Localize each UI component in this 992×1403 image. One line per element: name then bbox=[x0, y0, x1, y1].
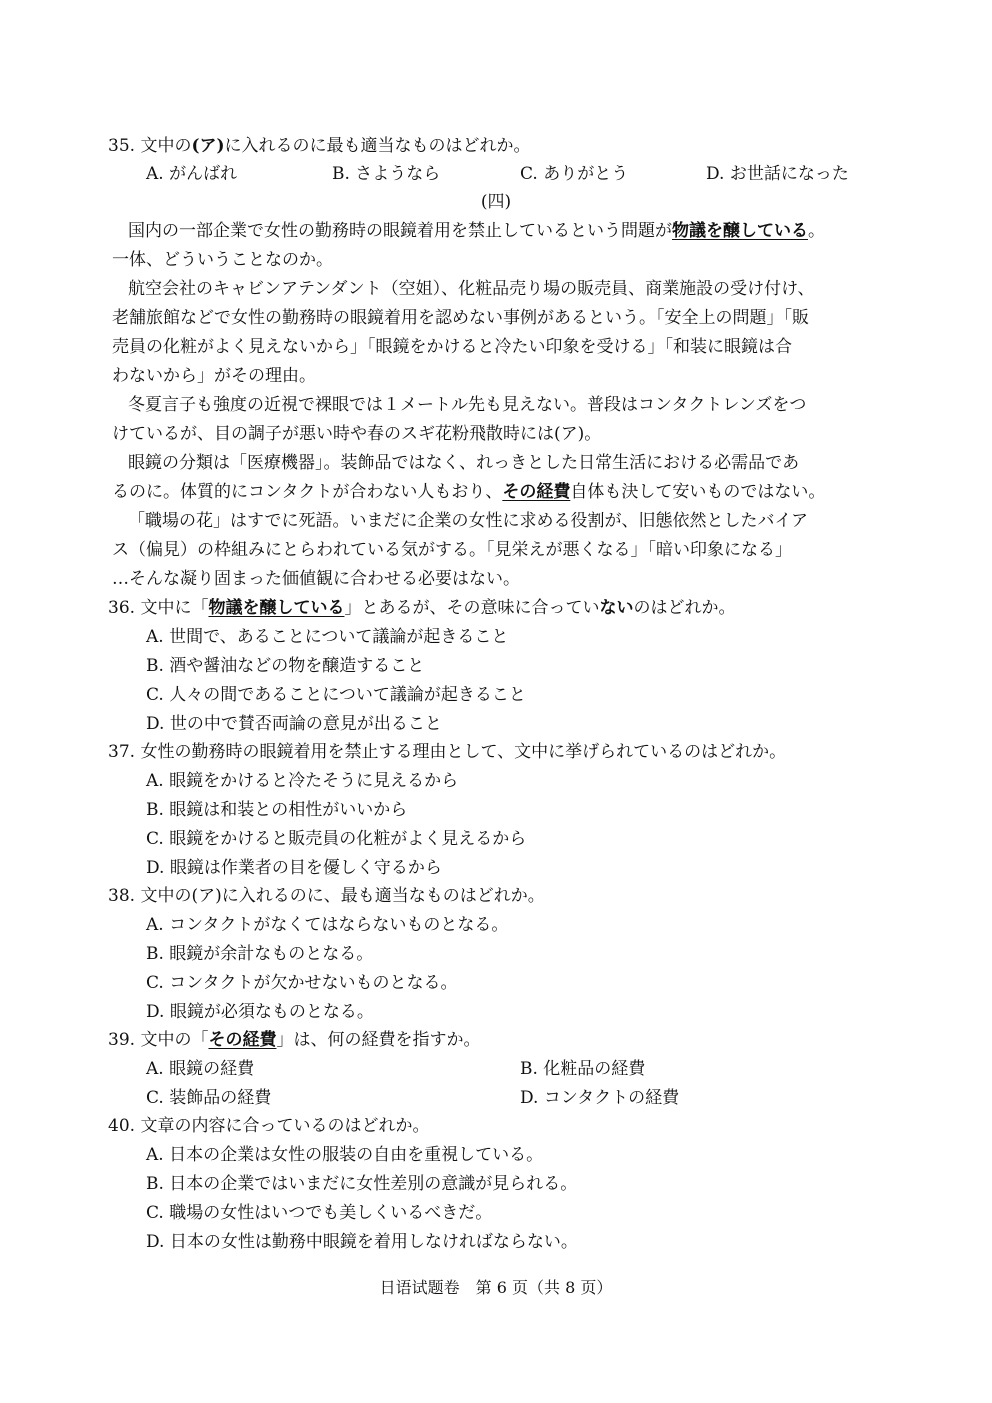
option-c[interactable]: C. コンタクトが欠かせないものとなる。 bbox=[146, 973, 458, 993]
question-text: 文章の内容に合っているのはどれか。 bbox=[140, 1116, 430, 1136]
option-a[interactable]: A. がんばれ bbox=[146, 164, 238, 184]
option-d[interactable]: D. 眼鏡が必須なものとなる。 bbox=[146, 1002, 374, 1022]
option-a[interactable]: A. 眼鏡の経費 bbox=[146, 1059, 255, 1079]
option-c[interactable]: C. 人々の間であることについて議論が起きること bbox=[146, 685, 526, 705]
question-text: 女性の勤務時の眼鏡着用を禁止する理由として、文中に挙げられているのはどれか。 bbox=[140, 742, 787, 762]
question-text: に入れるのに最も適当なものはどれか。 bbox=[224, 136, 531, 156]
option-b[interactable]: B. 酒や醤油などの物を醸造すること bbox=[146, 656, 425, 676]
passage-line: 売員の化粧がよく見えないから」「眼鏡をかけると冷たい印象を受ける」「和装に眼鏡は合 bbox=[112, 337, 792, 357]
underlined-phrase: その経費 bbox=[502, 482, 571, 502]
page-footer: 日语试题卷 第 6 页（共 8 页） bbox=[379, 1278, 613, 1297]
passage-line: けているが、目の調子が悪い時や春のスギ花粉飛散時には(ア)。 bbox=[112, 424, 602, 444]
question-number: 40. bbox=[108, 1116, 136, 1136]
passage-line: ス（偏見）の枠組みにとらわれている気がする。「見栄えが悪くなる」「暗い印象になる」 bbox=[112, 540, 792, 560]
option-b[interactable]: B. 化粧品の経費 bbox=[520, 1059, 646, 1079]
passage-line: 「職場の花」はすでに死語。いまだに企業の女性に求める役割が、旧態依然としたバイア bbox=[128, 511, 808, 531]
question-36: 36. 文中に「物議を醸している」とあるが、その意味に合っていないのはどれか。 bbox=[108, 598, 736, 618]
section-heading: (四) bbox=[480, 192, 512, 212]
underlined-phrase: その経費 bbox=[208, 1030, 277, 1050]
option-c[interactable]: C. 眼鏡をかけると販売員の化粧がよく見えるから bbox=[146, 829, 527, 849]
emphasis: ない bbox=[599, 598, 634, 618]
passage-line: …そんな凝り固まった価値観に合わせる必要はない。 bbox=[112, 569, 520, 589]
passage-line: 航空会社のキャビンアテンダント（空姐）、化粧品売り場の販売員、商業施設の受け付け、 bbox=[128, 279, 815, 299]
option-d[interactable]: D. コンタクトの経費 bbox=[520, 1088, 680, 1108]
passage-line: 国内の一部企業で女性の勤務時の眼鏡着用を禁止しているという問題が物議を醸している。 bbox=[128, 221, 825, 241]
question-text: 文中の bbox=[140, 136, 192, 156]
option-d[interactable]: D. お世話になった bbox=[706, 164, 849, 184]
option-c[interactable]: C. ありがとう bbox=[520, 164, 629, 184]
passage-line: 眼鏡の分類は「医療機器」。装飾品ではなく、れっきとした日常生活における必需品であ bbox=[128, 453, 800, 473]
option-b[interactable]: B. 日本の企業ではいまだに女性差別の意識が見られる。 bbox=[146, 1174, 578, 1194]
blank-mark: (ア) bbox=[191, 136, 225, 156]
option-b[interactable]: B. 眼鏡は和装との相性がいいから bbox=[146, 800, 408, 820]
question-number: 36. bbox=[108, 598, 136, 618]
question-number: 35. bbox=[108, 136, 136, 156]
passage-line: 老舗旅館などで女性の勤務時の眼鏡着用を認めない事例があるという。「安全上の問題」「販 bbox=[112, 308, 809, 328]
question-text: 文中の(ア)に入れるのに、最も適当なものはどれか。 bbox=[140, 886, 545, 906]
option-a[interactable]: A. 世間で、あることについて議論が起きること bbox=[146, 627, 509, 647]
question-40 bbox=[108, 1115, 429, 1137]
passage-line: るのに。体質的にコンタクトが合わない人もおり、その経費自体も決して安いものではない。 bbox=[112, 482, 826, 502]
question-39: 39. 文中の「その経費」は、何の経費を指すか。 bbox=[108, 1030, 481, 1050]
option-c[interactable]: C. 装飾品の経費 bbox=[146, 1088, 272, 1108]
option-a[interactable]: A. 日本の企業は女性の服装の自由を重視している。 bbox=[146, 1145, 544, 1165]
option-a[interactable]: A. 眼鏡をかけると冷たそうに見えるから bbox=[146, 771, 459, 791]
option-b[interactable]: B. 眼鏡が余計なものとなる。 bbox=[146, 944, 374, 964]
passage-line: 一体、どういうことなのか。 bbox=[112, 250, 333, 270]
question-37 bbox=[108, 741, 786, 763]
underlined-phrase: 物議を醸している bbox=[208, 598, 345, 618]
question-38 bbox=[108, 885, 545, 907]
question-number: 37. bbox=[108, 742, 136, 762]
underlined-phrase: 物議を醸している bbox=[672, 221, 808, 241]
question-35 bbox=[108, 135, 531, 157]
option-d[interactable]: D. 世の中で賛否両論の意見が出ること bbox=[146, 714, 442, 734]
passage-line: わないから」がその理由。 bbox=[112, 366, 316, 386]
option-b[interactable]: B. さようなら bbox=[332, 164, 441, 184]
option-c[interactable]: C. 職場の女性はいつでも美しくいるべきだ。 bbox=[146, 1203, 493, 1223]
option-d[interactable]: D. 眼鏡は作業者の目を優しく守るから bbox=[146, 858, 442, 878]
question-number: 38. bbox=[108, 886, 136, 906]
question-number: 39. bbox=[108, 1030, 136, 1050]
passage-line: 冬夏言子も強度の近視で裸眼では１メートル先も見えない。普段はコンタクトレンズをつ bbox=[128, 395, 807, 415]
options-35 bbox=[0, 163, 992, 185]
option-d[interactable]: D. 日本の女性は勤務中眼鏡を着用しなければならない。 bbox=[146, 1232, 578, 1252]
option-a[interactable]: A. コンタクトがなくてはならないものとなる。 bbox=[146, 915, 509, 935]
